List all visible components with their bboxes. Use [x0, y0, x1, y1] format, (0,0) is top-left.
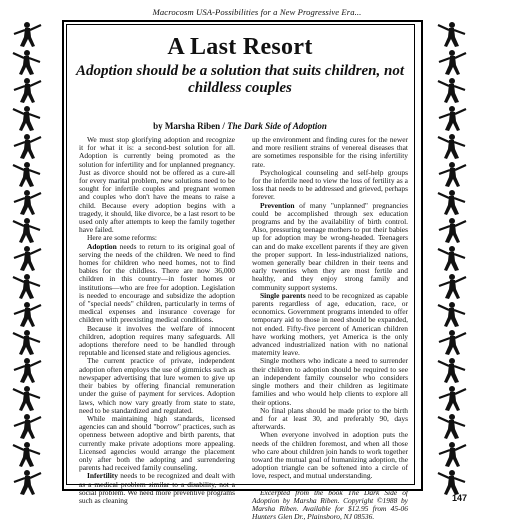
- figure-icon: [14, 78, 41, 103]
- figure-icon: [438, 22, 465, 47]
- figure-icon: [14, 22, 41, 47]
- paragraph-text: of many "unplanned" pregnancies could be accomplished through sex education programs and by the availability of birth control. Also, pressuring teenage mothers to put their babies up for adoption may be wrong-headed. Teenagers can and do make excellent parents if they are given the proper support. In less-industrialized nations, women generally bear children in their teens and early twenties when they are most fertile and healthy, and they enjoy strong family and community support systems.: [252, 200, 408, 292]
- byline: [72, 121, 408, 131]
- paragraph-text: up the environment and finding cures for the newer and more resilient strains of venereal diseases that are sometimes responsible for the rising infertility rate.: [252, 135, 408, 169]
- paragraph-lead: Single parents: [260, 290, 306, 300]
- paragraph: [79, 415, 235, 472]
- figure-icon: [438, 246, 465, 271]
- figure-icon: [439, 274, 466, 299]
- figure-icon: [13, 218, 40, 243]
- paragraph: [252, 202, 408, 292]
- right-column: [252, 136, 408, 521]
- figure-icon: [14, 470, 41, 495]
- paragraph-text: needs to be recognized and dealt with as a medical problem similar to a disability, not a social problem. We need more preventive programs such as cleaning: [79, 471, 235, 505]
- figure-icon: [439, 162, 466, 187]
- figure-icon: [439, 386, 466, 411]
- figure-icon: [13, 386, 40, 411]
- paragraph-lead: Adoption: [87, 241, 117, 251]
- figure-icon: [13, 330, 40, 355]
- figure-icon: [438, 414, 465, 439]
- figure-icon: [439, 330, 466, 355]
- article-subtitle: Adoption should be a solution that suits children, not childless couples: [75, 63, 404, 96]
- paragraph: [79, 472, 235, 505]
- paragraph: [79, 357, 235, 414]
- figure-icon: [439, 106, 466, 131]
- byline-author: by Marsha Riben: [153, 121, 221, 131]
- paragraph: [252, 136, 408, 169]
- paragraph-text: When everyone involved in adoption puts the needs of the children foremost, and when all those who care about children join hands to work together toward the mutual goal of humanizing adoption, the adoption triangle can be softened into a circle of love, respect, and mutual understanding.: [252, 430, 408, 481]
- figure-icon: [13, 442, 40, 467]
- byline-separator: /: [220, 121, 228, 131]
- figure-icon: [14, 302, 41, 327]
- paragraph: [79, 136, 235, 234]
- figure-icon: [439, 50, 466, 75]
- figure-icon: [438, 358, 465, 383]
- paragraph: [252, 407, 408, 432]
- figure-icon: [14, 414, 41, 439]
- paragraph-text: No final plans should be made prior to the birth and for at least 30, and preferably 90, days afterwards.: [252, 405, 408, 432]
- right-border-figures: [437, 16, 467, 496]
- byline-source: The Dark Side of Adoption: [227, 121, 327, 131]
- paragraph-text: While maintaining high standards, licensed agencies can and should "borrow" practices, such as openness between adoptive and birth parents, that currently make private adoptions more appealing. Licensed agencies would arrange the placement only after both the adopting and surrendering parents had received family counseling.: [79, 413, 235, 473]
- paragraph: [252, 431, 408, 480]
- figure-icon: [438, 78, 465, 103]
- paragraph-text: needs to return to its original goal of serving the needs of the children. We need to find homes for children who need homes, not to find babies for the childless. There are now 36,000 children in this country—in foster homes or institutions—who are free for adoption. Legislation is needed to encourage and subsidize the adoption of "special needs" children, particularly in terms of medical expenses and insurance coverage for children with preexisting medical conditions.: [79, 241, 235, 325]
- figure-icon: [13, 106, 40, 131]
- source-credit: Excerpted from the book The Dark Side of Adoption by Marsha Riben. Copyright ©1988 by Marsha Riben. Available for $12.95 from 45-06 Hunters Glen Dr., Plainsboro, NJ 08536.: [252, 487, 408, 521]
- paragraph-text: We must stop glorifying adoption and recognize it for what it is: a second-best solution for all. Adoption is currently being promoted as the solution for infertility and for unplanned pregnancy. Just as divorce should not be offered as a cure-all for every marital problem, new solutions need to be sought for infertile couples and pregnant women and couples who don't have the means to raise a child. Because every adoption begins with a tragedy, it should, like divorce, be a last resort to be used only after attempts to keep the family together have failed.: [79, 135, 235, 235]
- paragraph-text: need to be recognized as capable parents regardless of age, education, race, or economics. Government programs intended to offer temporary aid to those in need should be expanded, not ended. Fifty-five percent of American children have working mothers, yet America is the only advanced industrialized nation with no national maternity leave.: [252, 290, 408, 358]
- paragraph: [252, 357, 408, 406]
- paragraph: [79, 325, 235, 358]
- left-column: [79, 136, 235, 505]
- figure-icon: [438, 134, 465, 159]
- figure-icon: [438, 190, 465, 215]
- paragraph-text: Psychological counseling and self-help groups for the infertile need to view the loss of fertility as a loss that needs to be addressed and grieved, perhaps forever.: [252, 167, 408, 202]
- figure-icon: [14, 134, 41, 159]
- figure-icon: [14, 358, 41, 383]
- paragraph-lead: Prevention: [260, 200, 295, 210]
- figure-icon: [13, 50, 40, 75]
- figure-icon: [439, 218, 466, 243]
- paragraph-text: Because it involves the welfare of innocent children, adoption requires many safeguards. All adoptions therefore need to be handled through reputable and licensed state and religious agencies.: [79, 323, 235, 358]
- figure-icon: [439, 442, 466, 467]
- article-title: A Last Resort: [167, 34, 313, 60]
- figure-icon: [13, 162, 40, 187]
- page-number: 147: [452, 493, 468, 503]
- paragraph-lead: Infertility: [87, 471, 118, 481]
- paragraph-text: The current practice of private, independent adoption often employs the use of gimmicks such as newspaper advertising that lure women to give up their babies by offering financial remuneration under the guise of payment for services. Adoption laws, which now vary greatly from state to state, need to be standardized and regulated.: [79, 356, 235, 415]
- running-head: Macrocosm USA-Possibilities for a New Progressive Era...: [152, 7, 362, 17]
- paragraph-text: Single mothers who indicate a need to surrender their children to adoption should be required to see an independent family counselor who considers single mothers and their children as legitimate families and who would help clients to explore all their options.: [252, 356, 408, 407]
- figure-icon: [14, 246, 41, 271]
- left-border-figures: [12, 16, 42, 496]
- paragraph: [252, 292, 408, 358]
- paragraph: [252, 169, 408, 202]
- figure-icon: [14, 190, 41, 215]
- paragraph: [79, 243, 235, 325]
- figure-icon: [13, 274, 40, 299]
- figure-icon: [438, 302, 465, 327]
- figure-icon: [438, 470, 465, 495]
- paragraph-text: Here are some reforms:: [87, 233, 158, 243]
